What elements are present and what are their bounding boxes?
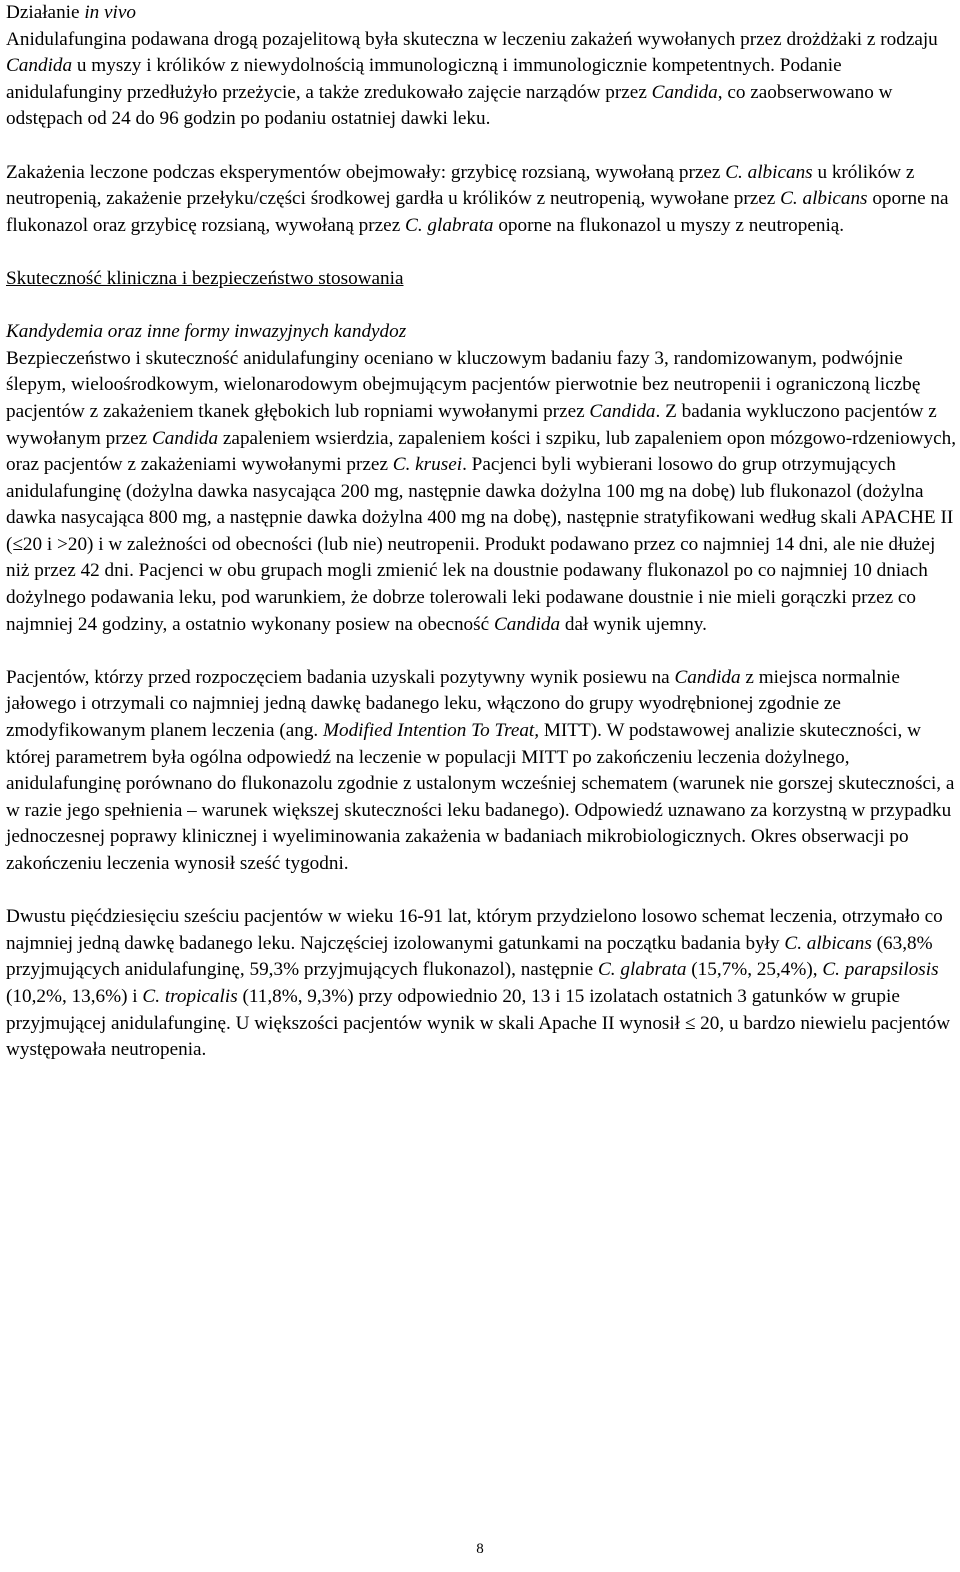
italic-run: Candida: [674, 666, 741, 688]
text-run: (63,8% przyjmujących anidulafunginę, 59,3% przyjmujących flukonazol), następnie: [6, 932, 933, 981]
paragraph-clinical-2: [6, 665, 958, 878]
page-number: 8: [476, 1541, 484, 1557]
italic-run: C. krusei: [392, 454, 463, 476]
text-run: Pacjentów, którzy przed rozpoczęciem badania uzyskali pozytywny wynik posiewu na: [6, 666, 675, 688]
text-run: Zakażenia leczone podczas eksperymentów obejmowały: grzybicę rozsianą, wywołaną przez: [6, 161, 726, 183]
section-heading-in-vivo: [6, 0, 958, 27]
italic-run: Candida: [589, 400, 656, 422]
text-run: , co zaobserwowano w odstępach od 24 do 96 godzin po podaniu ostatniej dawki leku.: [6, 81, 893, 130]
paragraph-gap: [6, 878, 958, 905]
heading-text: Działanie: [6, 2, 85, 23]
paragraph-clinical-1: [6, 346, 958, 639]
paragraph-in-vivo-1: [6, 27, 958, 133]
text-run: oporne na flukonazol u myszy z neutropenią.: [493, 214, 845, 236]
paragraph-in-vivo-2: [6, 160, 958, 240]
italic-run: C. glabrata: [597, 959, 687, 981]
italic-run: Candida: [493, 613, 561, 635]
italic-run: C. parapsilosis: [822, 959, 939, 981]
paragraph-clinical-3: [6, 904, 958, 1064]
subheading-candidemia: Kandydemia oraz inne formy inwazyjnych kandydoz: [6, 321, 407, 343]
text-run: dał wynik ujemny.: [560, 613, 707, 635]
text-run: (10,2%, 13,6%) i: [6, 985, 143, 1007]
paragraph-gap: [6, 239, 958, 266]
text-run: u myszy i królików z niewydolnością immunologiczną i immunologicznie kompetentnych. Podanie anidulafunginy przedłużyło przeżycie, a także zredukowało zajęcie narządów przez: [6, 55, 842, 103]
text-run: Bezpieczeństwo i skuteczność anidulafunginy oceniano w kluczowym badaniu fazy 3, randomizowanym, podwójnie ślepym, wieloośrodkowym, wielonarodowym obejmującym pacjentów pierwotnie bez neutropenii i ograniczoną liczbę pacjentów z zakażeniem tkanek głębokich lub ropniami wywołanymi przez: [6, 347, 921, 422]
paragraph-gap: [6, 293, 958, 320]
section-title-clinical: Skuteczność kliniczna i bezpieczeństwo stosowania: [6, 267, 404, 289]
italic-run: C. glabrata: [405, 214, 494, 236]
italic-run: Modified Intention To Treat,: [323, 720, 540, 742]
italic-run: Candida: [6, 55, 73, 77]
text-run: oporne na flukonazol oraz grzybicę rozsianą, wywołaną przez: [6, 188, 949, 236]
italic-run: Candida: [152, 427, 219, 449]
text-run: (11,8%, 9,3%) przy odpowiednio 20, 13 i 15 izolatach ostatnich 3 gatunków w grupie przyjmującej anidulafunginę. U większości pacjentów wynik w skali Apache II wynosił ≤ 20, u bardzo niewielu pacjentów występowała neutropenia.: [6, 985, 951, 1061]
heading-italic-text: in vivo: [84, 2, 136, 23]
text-run: . Pacjenci byli wybierani losowo do grup otrzymujących anidulafunginę (dożylna dawka nasycająca 200 mg, następnie dawka dożylna 100 mg na dobę) lub flukonazol (dożylna dawka nasycająca 800 mg, a następnie dawka dożylna 400 mg na dobę), następnie stratyfikowani według skali APACHE II (≤20 i >20) i w zależności od obecności (lub nie) neutropenii. Produkt podawano przez co najmniej 14 dni, ale nie dłużej niż przez 42 dni. Pacjenci w obu grupach mogli zmienić lek na doustnie podawany flukonazol po co najmniej 10 dniach dożylnego podawania leku, pod warunkiem, że dobrze tolerowali leki podawane doustnie i nie mieli gorączki przez co najmniej 24 godziny, a ostatnio wykonany posiew na obecność: [6, 454, 954, 635]
italic-run: C. albicans: [784, 932, 872, 954]
text-run: zapaleniem wsierdzia, zapaleniem kości i szpiku, lub zapaleniem opon mózgowo-rdzeniowych, oraz pacjentów z zakażeniami wywołanymi przez: [6, 427, 957, 476]
text-run: u królików z neutropenią, zakażenie przełyku/części środkowej gardła u królików z neutropenią, wywołane przez: [6, 161, 915, 210]
paragraph-gap: [6, 638, 958, 665]
text-run: z miejsca normalnie jałowego i otrzymali co najmniej jedną dawkę badanego leku, włączono do grupy wyodrębnionej zgodnie ze zmodyfikowanym planem leczenia (ang.: [6, 666, 900, 742]
text-run: Dwustu pięćdziesięciu sześciu pacjentów w wieku 16-91 lat, którym przydzielono losowo schemat leczenia, otrzymało co najmniej jedną dawkę badanego leku. Najczęściej izolowanymi gatunkami na początku badania były: [6, 906, 943, 954]
italic-run: Candida: [651, 81, 718, 103]
italic-run: C. albicans: [725, 161, 813, 183]
italic-run: C. albicans: [780, 188, 868, 210]
text-run: MITT). W podstawowej analizie skuteczności, w której parametrem była ogólna odpowiedź na leczenie w populacji MITT po zakończeniu leczenia dożylnego, anidulafunginę porównano do flukonazolu zgodnie z ustalonym wcześniej schematem (warunek nie gorszej skuteczności, a w razie jego spełnienia – warunek większej skuteczności leku badanego). Odpowiedź uznawano za korzystną w przypadku jednoczesnej poprawy klinicznej i wyeliminowania zakażenia w badaniach mikrobiologicznych. Okres obserwacji po zakończeniu leczenia wynosił sześć tygodni.: [6, 720, 955, 874]
text-run: . Z badania wykluczono pacjentów z wywołanym przez: [6, 400, 937, 449]
text-run: (15,7%, 25,4%),: [686, 959, 823, 981]
italic-run: C. tropicalis: [142, 985, 238, 1007]
text-run: Anidulafungina podawana drogą pozajelitową była skuteczna w leczeniu zakażeń wywołanych przez drożdżaki z rodzaju: [6, 28, 938, 50]
document-body: [6, 0, 958, 1064]
paragraph-gap: [6, 133, 958, 160]
